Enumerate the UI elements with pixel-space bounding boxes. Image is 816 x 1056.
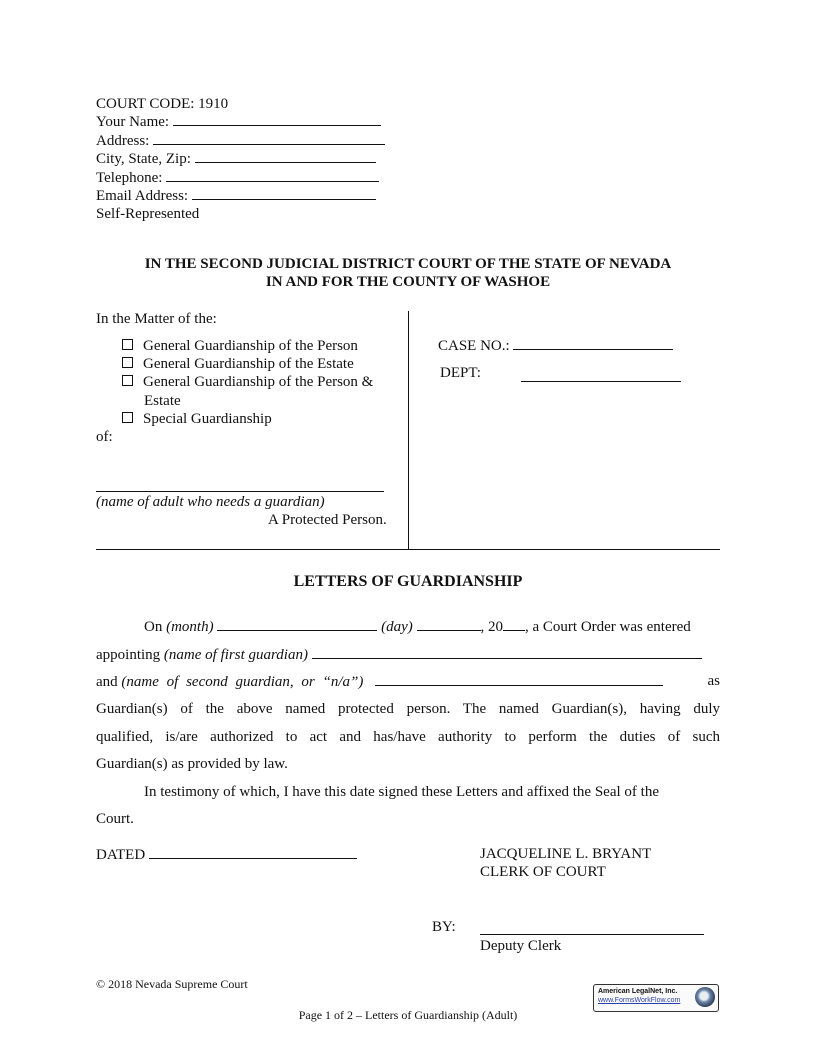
case-no-row: CASE NO.: [438, 337, 673, 355]
by-label: BY: [432, 919, 456, 935]
clerk-title: CLERK OF COURT [480, 864, 606, 880]
adult-name-field[interactable] [96, 479, 384, 492]
email-field[interactable] [192, 187, 376, 200]
second-guardian-field[interactable] [375, 673, 663, 686]
adult-name-hint: (name of adult who needs a guardian) [96, 494, 325, 510]
option-estate[interactable]: General Guardianship of the Estate [122, 356, 354, 373]
telephone-field[interactable] [166, 169, 379, 182]
address-field[interactable] [153, 132, 385, 145]
protected-person-label: A Protected Person. [268, 512, 387, 528]
caption-divider-horizontal [96, 549, 720, 550]
email-row: Email Address: [96, 187, 385, 205]
document-title: LETTERS OF GUARDIANSHIP [293, 573, 523, 590]
clerk-name: JACQUELINE L. BRYANT [480, 846, 652, 862]
copyright-notice: © 2018 Nevada Supreme Court [96, 977, 248, 991]
body-line-1: On (month) (day) , 20 , a Court Order was entered [144, 619, 691, 635]
address-row: Address: [96, 132, 385, 150]
option-person-and-estate[interactable]: General Guardianship of the Person & [122, 374, 373, 391]
americanlegalnet-logo[interactable] [593, 984, 719, 1012]
court-heading-line1: IN THE SECOND JUDICIAL DISTRICT COURT OF THE STATE OF NEVADA [144, 256, 672, 272]
telephone-row: Telephone: [96, 169, 385, 187]
body-line-7: In testimony of which, I have this date signed these Letters and affixed the Seal of the [144, 784, 659, 800]
day-field[interactable] [417, 618, 481, 631]
body-line-4: Guardian(s) of the above named protected person. The named Guardian(s), having duly [96, 701, 720, 717]
dept-field[interactable] [521, 369, 681, 382]
filer-info-block [96, 95, 385, 224]
deputy-signature-field[interactable] [480, 921, 704, 935]
body-line-3: and (name of second guardian, or “n/a”) as [96, 673, 720, 690]
city-state-zip-field[interactable] [195, 150, 376, 163]
option-person[interactable]: General Guardianship of the Person [122, 338, 358, 355]
year-field[interactable] [503, 618, 525, 631]
globe-icon [695, 987, 715, 1007]
checkbox[interactable] [122, 357, 133, 368]
court-heading-line2: IN AND FOR THE COUNTY OF WASHOE [265, 274, 551, 290]
caption-divider-vertical [408, 311, 409, 549]
option-person-and-estate-cont: Estate [144, 393, 181, 409]
case-no-field[interactable] [513, 337, 673, 350]
deputy-clerk-label: Deputy Clerk [480, 938, 562, 954]
month-field[interactable] [217, 618, 377, 631]
first-guardian-field[interactable] [312, 646, 702, 659]
checkbox[interactable] [122, 339, 133, 350]
your-name-row: Your Name: [96, 113, 385, 131]
logo-website[interactable]: www.FormsWorkFlow.com [598, 997, 681, 1004]
of-label: of: [96, 429, 113, 445]
checkbox[interactable] [122, 412, 133, 423]
body-line-2: appointing (name of first guardian) [96, 646, 720, 664]
city-state-zip-row: City, State, Zip: [96, 150, 385, 168]
option-special[interactable]: Special Guardianship [122, 411, 272, 428]
body-line-6: Guardian(s) as provided by law. [96, 756, 288, 772]
body-line-5: qualified, is/are authorized to act and has/have authority to perform the duties of such [96, 729, 720, 745]
body-line-8: Court. [96, 811, 134, 827]
checkbox[interactable] [122, 375, 133, 386]
your-name-field[interactable] [173, 113, 381, 126]
court-code: COURT CODE: 1910 [96, 96, 229, 112]
self-represented-label: Self-Represented [96, 206, 200, 223]
page-footer: Page 1 of 2 – Letters of Guardianship (Adult) [298, 1008, 518, 1022]
dated-row: DATED [96, 846, 357, 864]
court-heading [0, 255, 816, 291]
dept-label: DEPT: [440, 365, 481, 381]
in-the-matter-label: In the Matter of the: [96, 311, 217, 327]
logo-company-name: American LegalNet, Inc. [598, 988, 678, 995]
dated-field[interactable] [149, 846, 357, 859]
